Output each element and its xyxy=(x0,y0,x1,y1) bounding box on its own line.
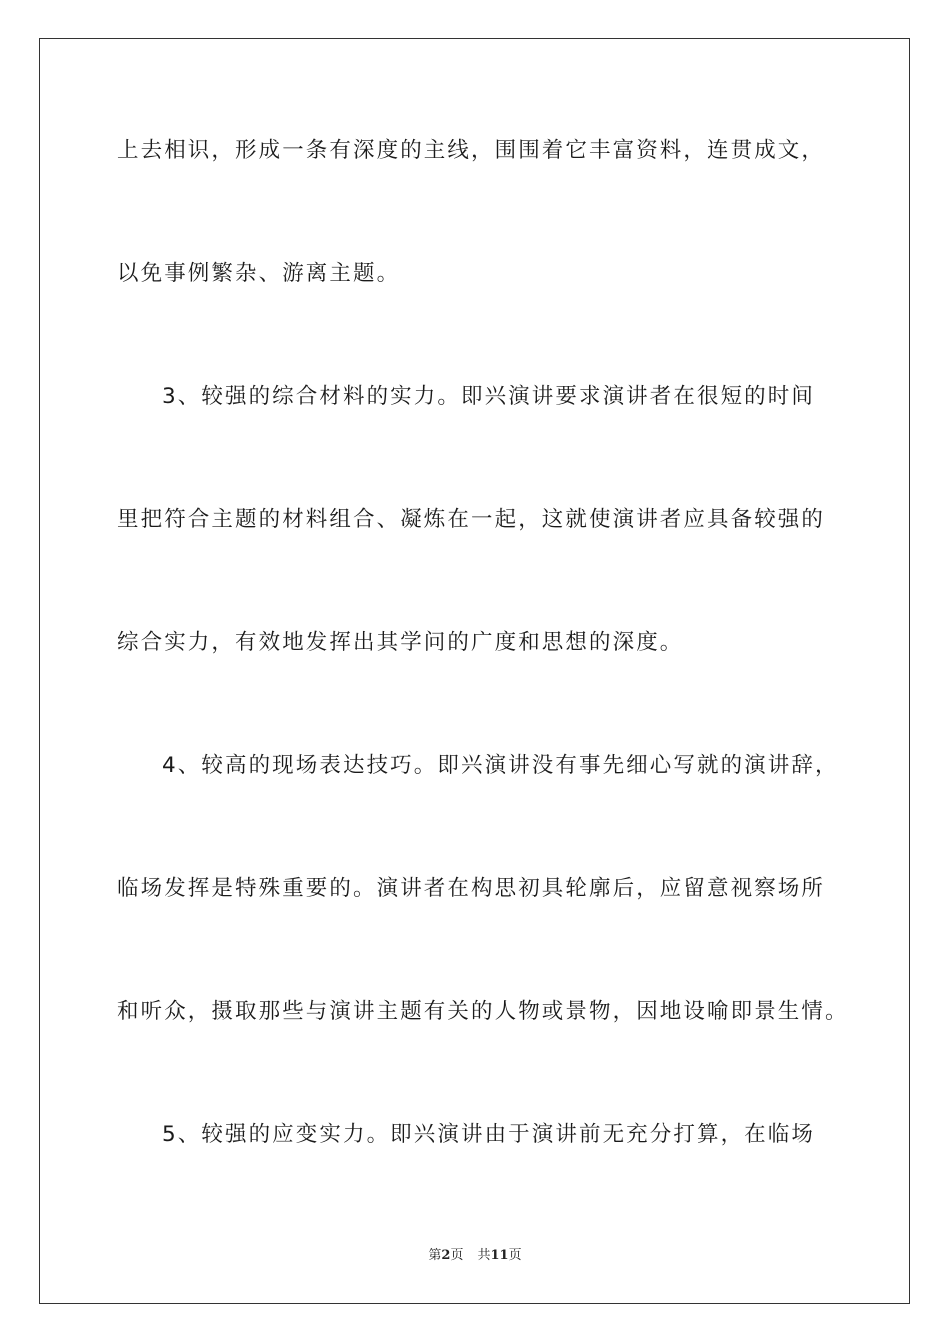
body-text-line: 上去相识，形成一条有深度的主线，围围着它丰富资料，连贯成文， xyxy=(117,138,826,163)
body-text-line: 临场发挥是特殊重要的。演讲者在构思初具轮廓后，应留意视察场所 xyxy=(117,876,826,901)
page-number: 2 xyxy=(441,1248,451,1263)
page-suffix: 页 xyxy=(450,1248,464,1263)
body-text-line: 里把符合主题的材料组合、凝炼在一起，这就使演讲者应具备较强的 xyxy=(117,507,826,532)
body-text-line: 综合实力，有效地发挥出其学问的广度和思想的深度。 xyxy=(117,630,684,655)
total-prefix: 共 xyxy=(477,1248,491,1263)
body-text-line: 和听众，摄取那些与演讲主题有关的人物或景物，因地设喻即景生情。 xyxy=(117,999,849,1024)
paragraph-5-start: 5、较强的应变实力。即兴演讲由于演讲前无充分打算，在临场 xyxy=(162,1122,815,1147)
paragraph-3-start: 3、较强的综合材料的实力。即兴演讲要求演讲者在很短的时间 xyxy=(162,384,815,409)
total-suffix: 页 xyxy=(508,1248,522,1263)
total-pages: 11 xyxy=(490,1248,509,1263)
body-text-line: 以免事例繁杂、游离主题。 xyxy=(117,261,401,286)
paragraph-4-start: 4、较高的现场表达技巧。即兴演讲没有事先细心写就的演讲辞， xyxy=(162,753,839,778)
page-prefix: 第 xyxy=(428,1248,442,1263)
page-footer xyxy=(0,1246,950,1266)
page-border xyxy=(39,38,910,1304)
